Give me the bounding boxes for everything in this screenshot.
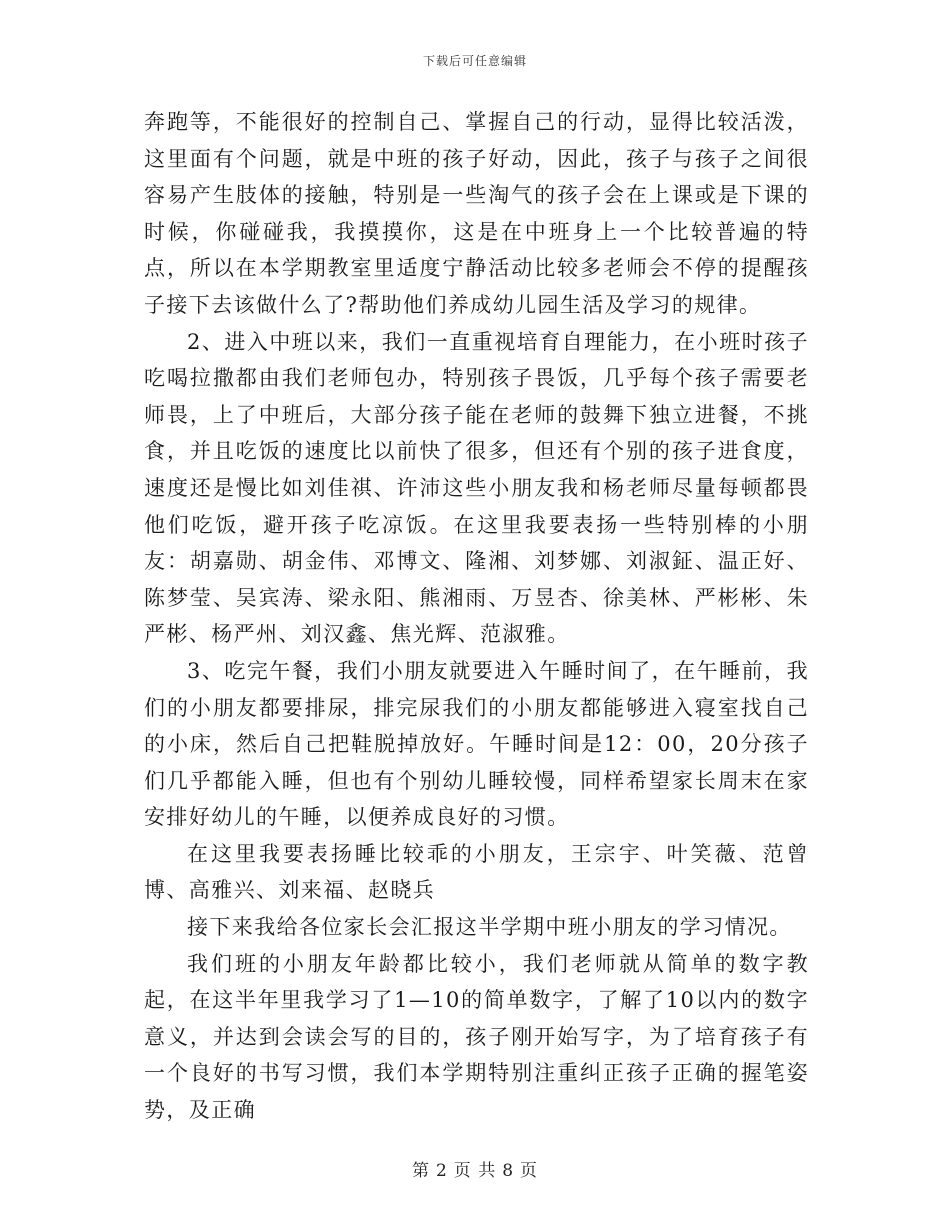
paragraph-4: 在这里我要表扬睡比较乖的小朋友，王宗宇、叶笑薇、范曾博、高雅兴、刘来福、赵晓兵 [144, 841, 809, 903]
footer-current-page: 2 [435, 1161, 448, 1181]
paragraph-5: 接下来我给各位家长会汇报这半学期中班小朋友的学习情况。 [187, 915, 792, 940]
paragraph-3: 3、吃完午餐，我们小朋友就要进入午睡时间了，在午睡前，我们的小朋友都要排尿，排完尿我们的小朋友都能够进入寝室找自己的小床，然后自己把鞋脱掉放好。午睡时间是12：00，20分孩子们几乎都能入睡，但也有个别幼儿睡较慢，同样希望家长周末在家安排好幼儿的午睡，以便养成良好的习惯。 [144, 658, 809, 830]
paragraph-1: 奔跑等，不能很好的控制自己、掌握自己的行动，显得比较活泼，这里面有个问题，就是中班的孩子好动，因此，孩子与孩子之间很容易产生肢体的接触，特别是一些淘气的孩子会在上课或是下课的时候，你碰碰我，我摸摸你，这是在中班身上一个比较普遍的特点，所以在本学期教室里适度宁静活动比较多老师会不停的提醒孩子接下去该做什么了?帮助他们养成幼儿园生活及学习的规律。 [144, 110, 809, 317]
page-footer [0, 1156, 950, 1181]
paragraph-2: 2、进入中班以来，我们一直重视培育自理能力，在小班时孩子吃喝拉撒都由我们老师包办，特别孩子畏饭，几乎每个孩子需要老师畏，上了中班后，大部分孩子能在老师的鼓舞下独立进餐，不挑食，并且吃饭的速度比以前快了很多，但还有个别的孩子进食度，速度还是慢比如刘佳祺、许沛这些小朋友我和杨老师尽量每顿都畏他们吃饭，避开孩子吃凉饭。在这里我要表扬一些特别棒的小朋友：胡嘉勋、胡金伟、邓博文、隆湘、刘梦娜、刘淑鉦、温正好、陈梦莹、吴宾涛、梁永阳、熊湘雨、万昱杏、徐美林、严彬彬、朱严彬、杨严州、刘汉鑫、焦光辉、范淑雅。 [144, 329, 809, 647]
footer-total-pages: 8 [502, 1161, 515, 1181]
footer-prefix: 第 [411, 1161, 430, 1181]
document-body [144, 104, 809, 1129]
page-header: 下载后可任意编辑 [422, 54, 527, 68]
footer-middle: 页 共 [453, 1161, 497, 1181]
paragraph-6: 我们班的小朋友年龄都比较小，我们老师就从简单的数字教起，在这半年里我学习了1—10的简单数字，了解了10以内的数字意义，并达到会读会写的目的，孩子刚开始写字，为了培育孩子有一个良好的书写习惯，我们本学期特别注重纠正孩子正确的握笔姿势，及正确 [144, 951, 809, 1123]
footer-suffix: 页 [520, 1161, 539, 1181]
